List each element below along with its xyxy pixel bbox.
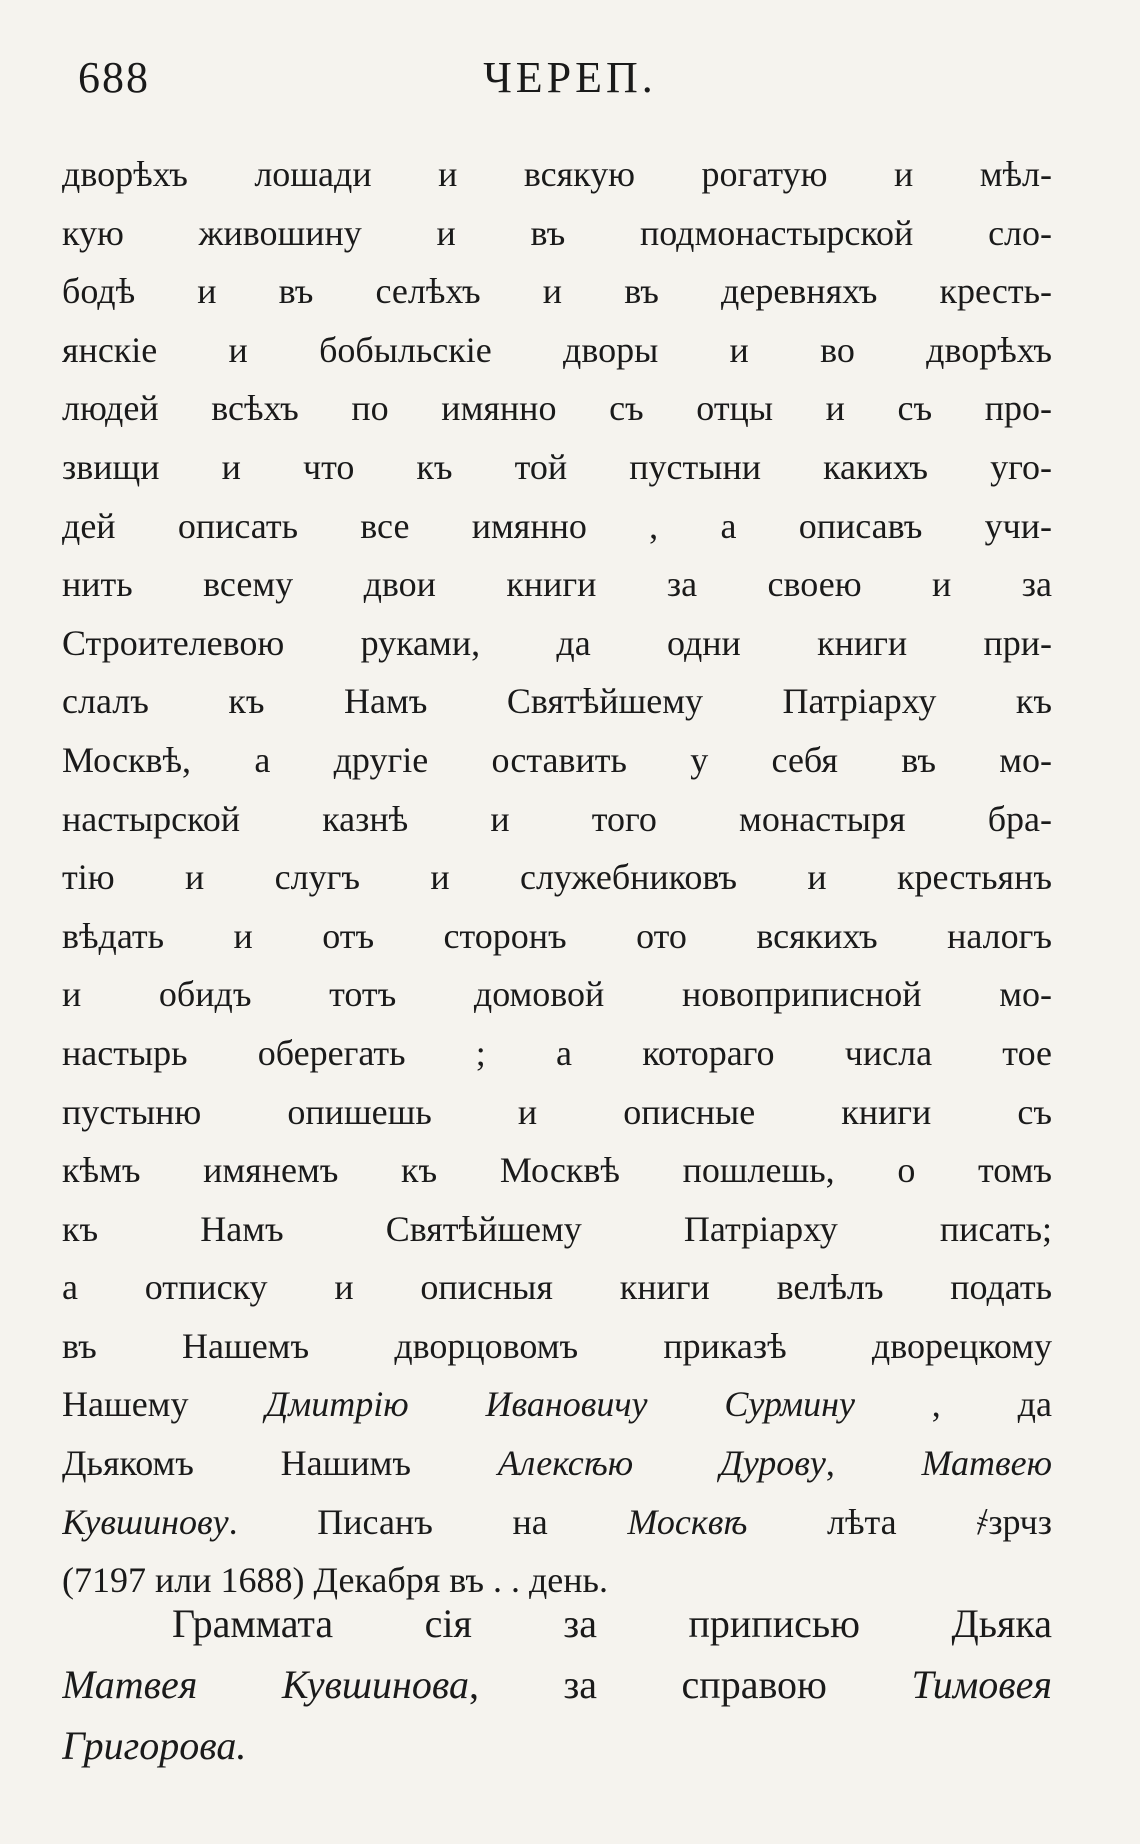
text-segment: , за справою	[468, 1662, 912, 1707]
text-line: кѣмъ имянемъ къ Москвѣ пошлешь, о томъ	[62, 1150, 1052, 1191]
running-title: ЧЕРЕП.	[483, 53, 657, 102]
text-line: пустыню опишешь и описные книги съ	[62, 1091, 1052, 1132]
text-line: а отписку и описныя книги велѣлъ подать	[62, 1267, 1052, 1308]
italic-name: Алексѣю Дурову	[497, 1443, 826, 1484]
text-line: бодѣ и въ селѣхъ и въ деревняхъ кресть-	[62, 271, 1052, 312]
text-line: слалъ къ Намъ Святѣйшему Патріарху къ	[62, 681, 1052, 722]
text-segment: Дьякомъ Нашимъ	[62, 1443, 498, 1484]
text-line: людей всѣхъ по имянно съ отцы и съ про-	[62, 388, 1052, 429]
text-line: кую живошину и въ подмонастырской сло-	[62, 212, 1052, 253]
italic-name: Кувшинову	[62, 1501, 229, 1542]
text-line: настырской казнѣ и того монастыря бра-	[62, 798, 1052, 839]
text-line-addressee	[62, 1375, 1052, 1434]
text-line: и обидъ тотъ домовой новоприписной мо-	[62, 974, 1052, 1015]
text-line: тію и слугъ и служебниковъ и крестьянъ	[62, 857, 1052, 898]
text-segment: Нашему	[62, 1384, 266, 1425]
text-line: къ Намъ Святѣйшему Патріарху писать;	[62, 1208, 1052, 1249]
text-line: дворѣхъ лошади и всякую рогатую и мѣл-	[62, 154, 1052, 194]
text-segment: лѣта ҂зрчз	[747, 1501, 1052, 1542]
page-header	[60, 52, 1080, 112]
italic-name: Тимовея	[911, 1662, 1052, 1707]
text-line: дей описать все имянно , а описавъ учи-	[62, 505, 1052, 546]
grammata-line	[62, 1715, 1052, 1776]
italic-name: Григорова.	[62, 1723, 247, 1768]
page-number: 688	[78, 53, 150, 102]
text-line: нить всему двои книги за своею и за	[62, 564, 1052, 605]
text-segment: ,	[825, 1443, 922, 1484]
body-text	[62, 145, 1052, 1610]
grammata-note	[62, 1593, 1052, 1776]
text-line: Москвѣ, а другіе оставить у себя въ мо-	[62, 739, 1052, 780]
text-line-written	[62, 1493, 1052, 1552]
text-segment: , да	[854, 1384, 1052, 1425]
grammata-line	[62, 1654, 1052, 1715]
text-line: настырь оберегать ; а котораго числа тое	[62, 1032, 1052, 1073]
grammata-line: Граммата сія за приписью Дьяка	[172, 1601, 1052, 1646]
text-line: звищи и что къ той пустыни какихъ уго-	[62, 446, 1052, 487]
italic-place: Москвѣ	[627, 1501, 748, 1542]
text-line: въ Нашемъ дворцовомъ приказѣ дворецкому	[62, 1325, 1052, 1366]
text-line-dyaks	[62, 1434, 1052, 1493]
italic-name: Матвею	[921, 1443, 1052, 1484]
italic-name: Дмитрію Ивановичу Сурмину	[265, 1384, 855, 1425]
text-line-date: (7197 или 1688) Декабря въ . . день.	[62, 1560, 608, 1601]
text-segment: . Писанъ на	[228, 1501, 628, 1542]
italic-name: Матвея Кувшинова	[62, 1662, 469, 1707]
text-line: Строителевою руками, да одни книги при-	[62, 622, 1052, 663]
text-line: вѣдать и отъ сторонъ ото всякихъ налогъ	[62, 915, 1052, 956]
text-line: янскіе и бобыльскіе дворы и во дворѣхъ	[62, 329, 1052, 370]
